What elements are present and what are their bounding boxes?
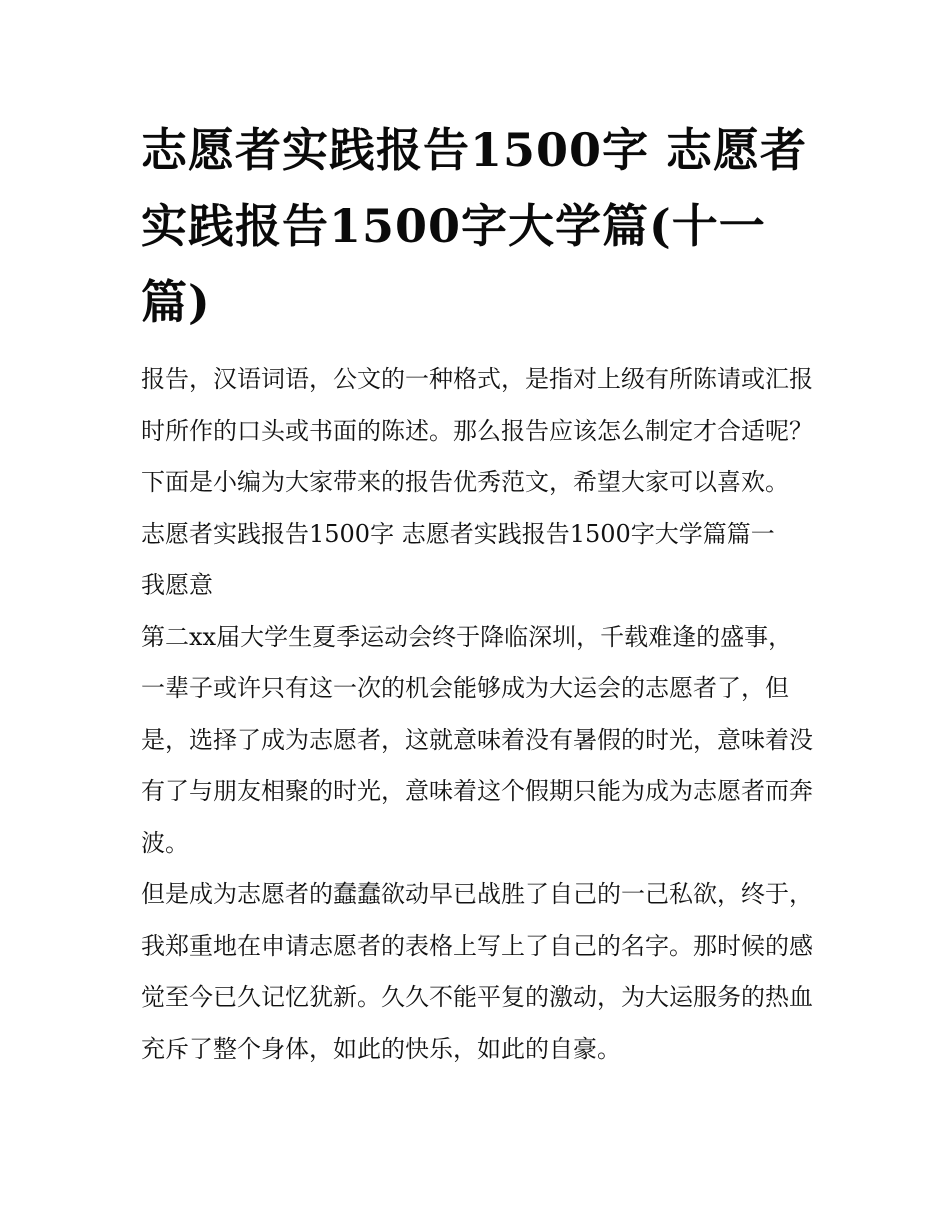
body-paragraph: 但是成为志愿者的蠢蠢欲动早已战胜了自己的一己私欲，终于，我郑重地在申请志愿者的表格上写上了自己的名字。那时候的感觉至今已久记忆犹新。久久不能平复的激动，为大运服务的热血充斥了整个身体，如此的快乐，如此的自豪。 (141, 880, 813, 1063)
body-paragraph: 第二xx届大学生夏季运动会终于降临深圳，千载难逢的盛事，一辈子或许只有这一次的机会能够成为大运会的志愿者了，但是，选择了成为志愿者，这就意味着没有暑假的时光，意味着没有了与朋友相聚的时光，意味着这个假期只能为成为志愿者而奔波。 (141, 622, 813, 857)
document-body (141, 112, 813, 1075)
subheading: 我愿意 (141, 571, 213, 599)
section-heading: 志愿者实践报告1500字 志愿者实践报告1500字大学篇篇一 (141, 519, 775, 548)
document-title: 志愿者实践报告1500字 志愿者实践报告1500字大学篇(十一篇) (141, 123, 808, 329)
intro-paragraph: 报告，汉语词语，公文的一种格式，是指对上级有所陈请或汇报时所作的口头或书面的陈述。那么报告应该怎么制定才合适呢？下面是小编为大家带来的报告优秀范文，希望大家可以喜欢。 (141, 365, 813, 496)
